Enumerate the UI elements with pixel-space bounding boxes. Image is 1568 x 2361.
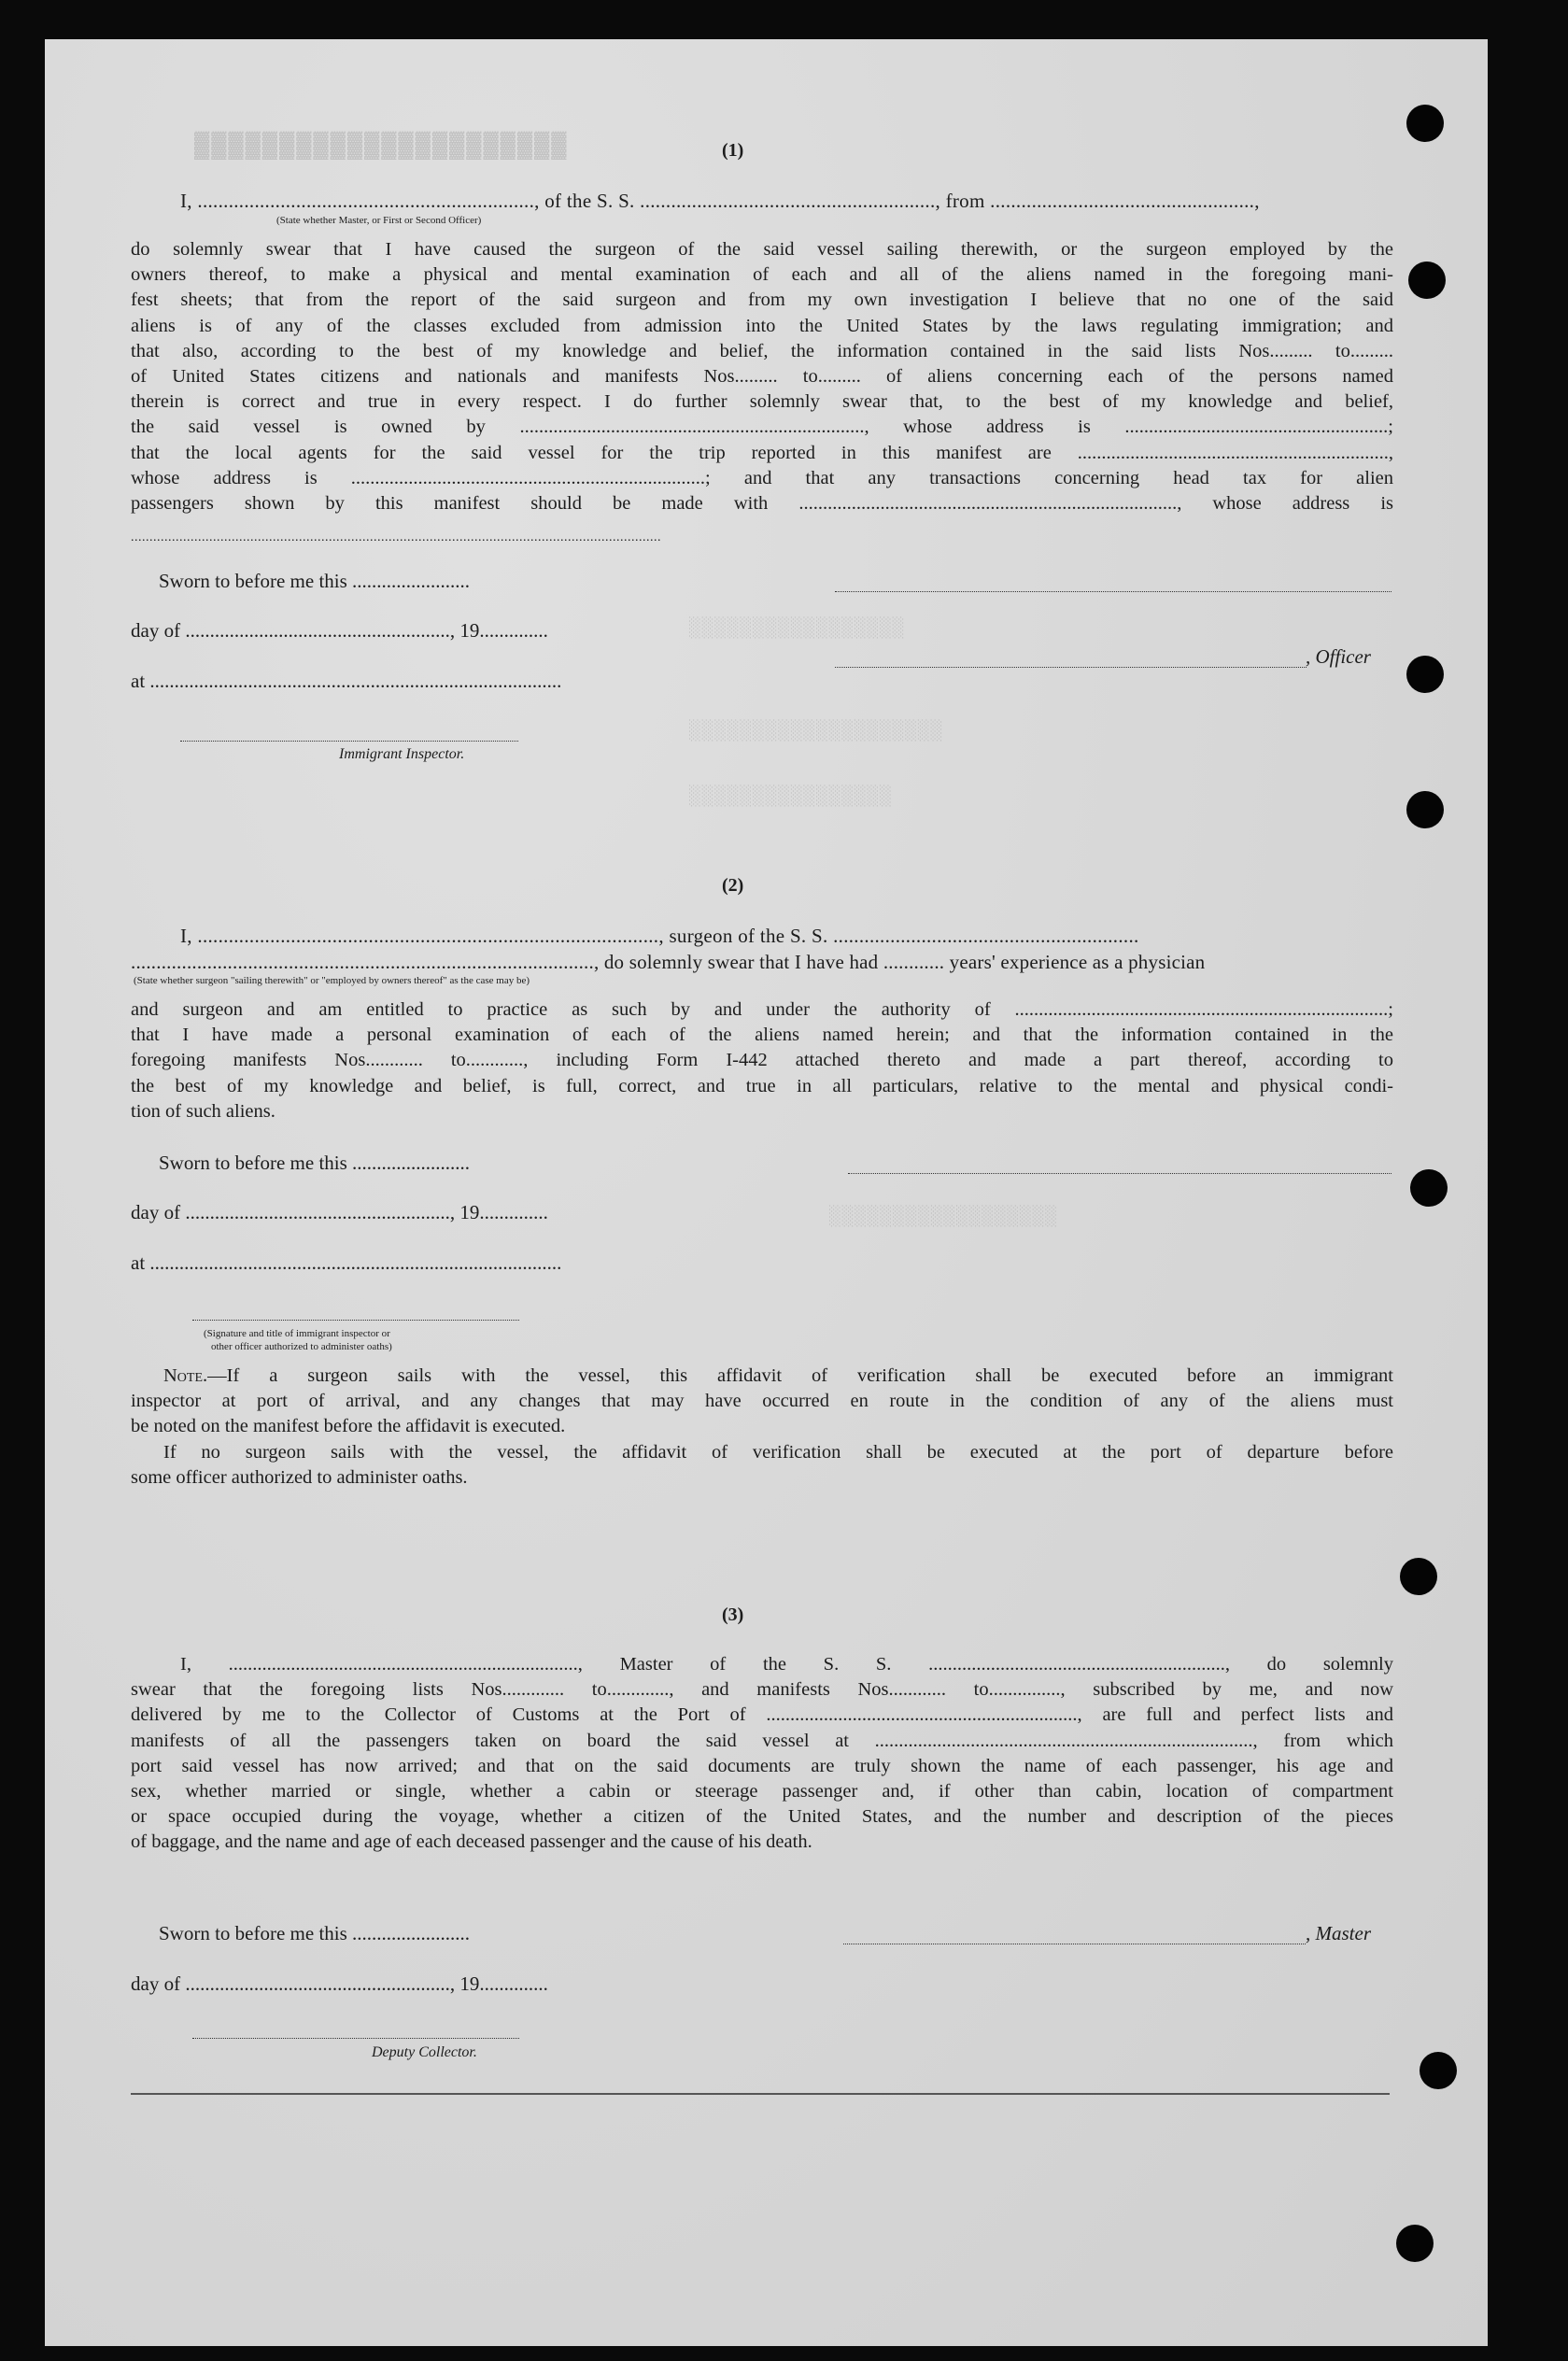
paragraph-line: and surgeon and am entitled to practice as such by and under the authority of ..............................................................................; [131,999,1393,1020]
note-line: inspector at port of arrival, and any changes that may have occurred en route in the condition of any of the aliens must [131,1391,1393,1412]
section-1-paragraph [131,237,1393,516]
paragraph-line: of United States citizens and nationals and manifests Nos......... to......... of aliens concerning each of the persons named [131,366,1393,388]
paragraph-line: owners thereof, to make a physical and mental examination of each and all of the aliens named in the foregoing mani- [131,264,1393,286]
note-line: If no surgeon sails with the vessel, the affidavit of verification shall be executed at the port of departure before [163,1441,1393,1463]
punch-hole [1400,1558,1437,1595]
section-1-officer-caption: , Officer [1306,645,1371,668]
section-3-paragraph [131,1652,1393,1856]
paragraph-line: sex, whether married or single, whether a cabin or steerage passenger and, if other than cabin, location of compartment [131,1781,1393,1803]
paragraph-line: aliens is of any of the classes excluded from admission into the United States by the laws regulating immigration; and [131,315,1393,336]
punch-hole [1406,791,1444,828]
section-2-sworn: Sworn to before me this ........................ [159,1152,471,1174]
paragraph-line: delivered by me to the Collector of Customs at the Port of ................................................................., are full and perfect lists and [131,1704,1393,1726]
paragraph-line: port said vessel has now arrived; and that on the said documents are truly shown the name of each passenger, his age and [131,1755,1393,1776]
section-2-day: day of ......................................................, 19.............. [131,1201,548,1223]
section-2-lead-line: I, ........................................................................................., surgeon of the S. S. ........................................................... [180,925,1139,947]
note-line: be noted on the manifest before the affidavit is executed. [131,1416,566,1437]
paragraph-line: whose address is ..........................................................................; and that any transactions concerning head tax for alien [131,467,1393,488]
paragraph-line: of baggage, and the name and age of each deceased passenger and the cause of his death. [131,1831,812,1853]
paragraph-line: that I have made a personal examination of each of the aliens named herein; and that the information contained in the [131,1025,1393,1046]
section-2-number: (2) [722,875,744,896]
section-3-number: (3) [722,1605,744,1625]
bottom-rule [131,2092,1390,2095]
section-1-number: (1) [722,140,744,161]
paragraph-line: fest sheets; that from the report of the said surgeon and from my own investigation I believe that no one of the said [131,290,1393,311]
bleed-through-text: ░░░░░░░░░░░░░░░░░ [689,618,906,640]
section-2-second-line: ..........................................................................................., do solemnly swear that I have had ............ years' experience as a physician [131,951,1206,973]
section-1-tail-line: .............................................................................................................................................. [131,530,661,544]
section-3-collector-signature-line [192,2037,519,2039]
paragraph-line: the best of my knowledge and belief, is full, correct, and true in all particulars, relative to the mental and physical condi- [131,1075,1393,1096]
section-2-at: at .................................................................................... [131,1251,562,1274]
paragraph-line: manifests of all the passengers taken on board the said vessel at ..............................................................................., from which [131,1730,1393,1751]
paragraph-line: I, ........................................................................., Master of the S. S. .............................................................., do solemnly [180,1654,1393,1675]
punch-hole [1420,2052,1457,2089]
paragraph-line: the said vessel is owned by ........................................................................, whose address is .......................................................; [131,417,1393,438]
section-1-lead-note: (State whether Master, or First or Second Officer) [276,215,482,226]
section-2-second-note: (State whether surgeon "sailing therewith" or "employed by owners thereof" as the case may be) [134,975,530,986]
bleed-through-text: ░░░░░░░░░░░░░░░░ [689,786,893,808]
paragraph-line: therein is correct and true in every respect. I do further solemnly swear that, to the best of my knowledge and belief, [131,391,1393,413]
section-3-sworn: Sworn to before me this ........................ [159,1922,471,1944]
paragraph-line: that the local agents for the said vessel for the trip reported in this manifest are ................................................................., [131,442,1393,463]
section-1-lead-line: I, ................................................................., of the S. S. ........................................................., from ..................................................., [180,190,1260,212]
paragraph-line: that also, according to the best of my knowledge and belief, the information contained in the said lists Nos......... to......... [131,340,1393,361]
bleed-through-text: ░░░░░░░░░░░░░░░░░░ [829,1207,1058,1228]
punch-hole [1406,105,1444,142]
section-3-collector-caption: Deputy Collector. [372,2044,477,2060]
note-label: Note. [163,1365,208,1386]
section-1-sworn: Sworn to before me this ........................ [159,570,471,592]
section-2-sig-note-1: (Signature and title of immigrant inspector or [204,1328,390,1339]
section-3-master-caption: , Master [1306,1922,1371,1944]
section-1-day: day of ......................................................, 19.............. [131,619,548,642]
paragraph-line: swear that the foregoing lists Nos............. to............., and manifests Nos............ to..............., subscribed by me, and now [131,1679,1393,1701]
section-2-signature-line [848,1172,1391,1174]
note-line [131,1364,1393,1389]
section-1-signature-line [835,590,1391,592]
note-line: some officer authorized to administer oaths. [131,1466,468,1488]
punch-hole [1408,262,1446,299]
section-2-paragraph [131,997,1393,1124]
section-2-sig-note-2: other officer authorized to administer oaths) [211,1341,392,1352]
section-3-day: day of ......................................................, 19.............. [131,1972,548,1995]
section-2-note [131,1364,1393,1491]
paragraph-line: passengers shown by this manifest should be made with ..............................................................................., whose address is [131,493,1393,515]
section-1-inspector-caption: Immigrant Inspector. [339,746,465,762]
paragraph-line: foregoing manifests Nos............ to............, including Form I-442 attached thereto and made a part thereof, according to [131,1050,1393,1071]
bleed-through-header: ▓▓▓▓▓▓▓▓▓▓▓▓▓▓▓▓▓▓▓▓▓▓ [194,133,569,161]
note-text: —If a surgeon sails with the vessel, this affidavit of verification shall be executed before an immigrant [207,1365,1393,1386]
bleed-through-text: ░░░░░░░░░░░░░░░░░░░░ [689,721,944,742]
paragraph-line: or space occupied during the voyage, whether a citizen of the United States, and the number and description of the pieces [131,1806,1393,1828]
punch-hole [1396,2225,1434,2262]
punch-hole [1410,1169,1448,1207]
punch-hole [1406,656,1444,693]
document-page [45,39,1488,2346]
paragraph-line: tion of such aliens. [131,1100,275,1122]
section-3-master-signature-line [843,1943,1306,1944]
section-2-inspector-signature-line [192,1319,519,1321]
paragraph-line: do solemnly swear that I have caused the surgeon of the said vessel sailing therewith, or the surgeon employed by the [131,239,1393,260]
section-1-officer-signature-line [835,666,1307,668]
section-1-at: at .................................................................................... [131,670,562,692]
